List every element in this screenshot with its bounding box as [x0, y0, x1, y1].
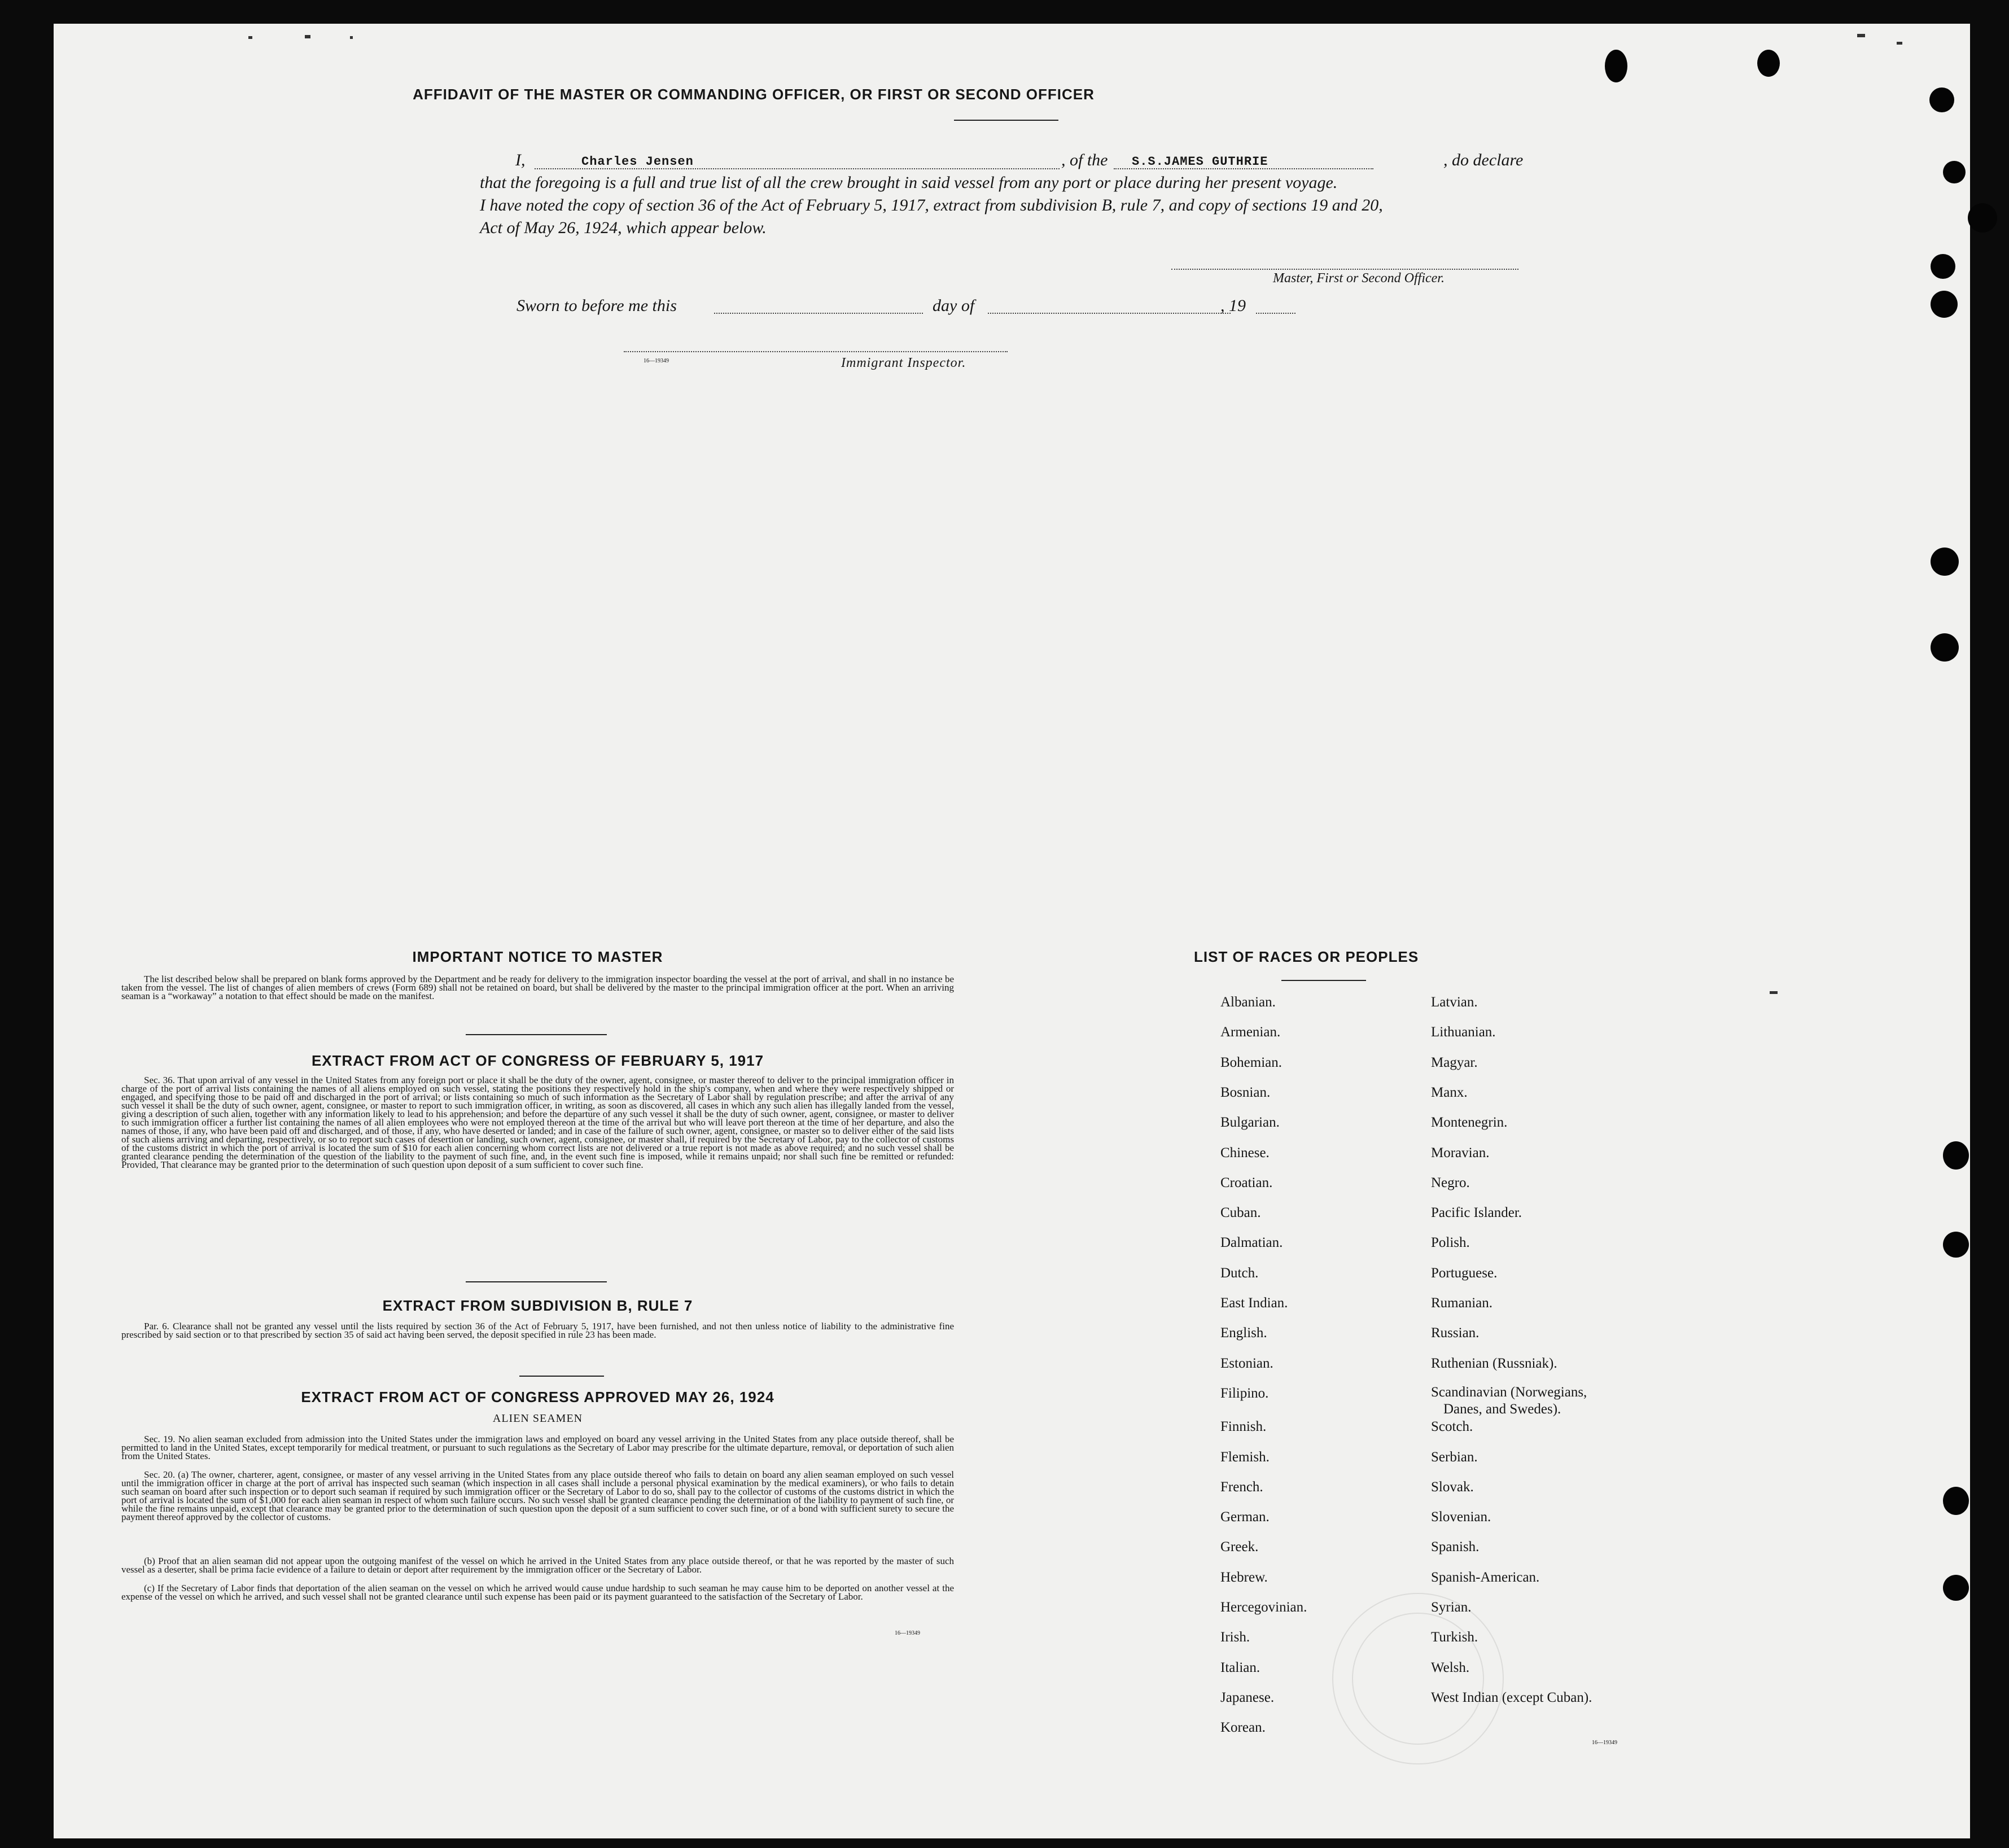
race-item: German. — [1220, 1509, 1270, 1525]
race-item: Hercegovinian. — [1220, 1600, 1307, 1615]
affidavit-form-number: 16—19349 — [644, 358, 669, 364]
speck — [305, 35, 310, 38]
master-signature-line — [1171, 269, 1518, 270]
speck — [1897, 42, 1902, 45]
race-item: Magyar. — [1431, 1054, 1478, 1070]
race-item: Cuban. — [1220, 1205, 1261, 1221]
binder-hole — [1943, 1141, 1969, 1170]
affidavit-line-2: that the foregoing is a full and true list of all the crew brought in said vessel from any port or place during her present voyage. — [480, 173, 1338, 192]
year-label: , 19 — [1220, 296, 1246, 315]
do-declare-label: , do declare — [1443, 151, 1524, 169]
sworn-label: Sworn to before me this — [517, 296, 677, 315]
speck — [350, 36, 353, 39]
binder-hole — [1929, 87, 1954, 112]
race-item: English. — [1220, 1325, 1267, 1341]
race-item: Hebrew. — [1220, 1569, 1268, 1585]
binder-hole — [1931, 633, 1959, 662]
vessel-name: S.S.JAMES GUTHRIE — [1132, 155, 1268, 169]
race-item: Scotch. — [1431, 1419, 1473, 1435]
binder-hole — [1943, 1487, 1969, 1515]
inspector-label: Immigrant Inspector. — [841, 356, 966, 370]
binder-hole — [1931, 254, 1955, 279]
extract-1917-rule — [466, 1281, 607, 1282]
race-item: Albanian. — [1220, 995, 1276, 1010]
master-name: Charles Jensen — [581, 155, 694, 169]
notice-rule — [466, 1034, 607, 1035]
race-item: Portuguese. — [1431, 1265, 1498, 1281]
race-item: Lithuanian. — [1431, 1024, 1496, 1040]
race-item: Danes, and Swedes). — [1443, 1401, 1561, 1417]
year-line — [1256, 313, 1295, 314]
binder-hole — [1757, 50, 1780, 77]
day-of-label: day of — [933, 296, 975, 315]
race-item: French. — [1220, 1479, 1263, 1495]
race-item: Serbian. — [1431, 1449, 1478, 1465]
race-item: Korean. — [1220, 1720, 1266, 1736]
race-item: Spanish-American. — [1431, 1569, 1540, 1585]
race-item: Montenegrin. — [1431, 1115, 1508, 1131]
race-item: Spanish. — [1431, 1539, 1480, 1555]
race-item: Polish. — [1431, 1235, 1470, 1251]
binder-hole — [1943, 1232, 1969, 1258]
master-signature-label: Master, First or Second Officer. — [1273, 271, 1445, 286]
race-item: Slovenian. — [1431, 1509, 1491, 1525]
extract-1917-body: Sec. 36. That upon arrival of any vessel in the United States from any foreign port or place it shall be the duty of the owner, agent, consignee, or master thereof to deliver to the principal immigration officer in charge of the port of arrival lists containing the names of all aliens employed on such vessel, stating the positions they respectively hold in the ship's company, when and where they were respectively shipped or engaged, and specifying those to be paid off and discharged in the port of arrival; or lists containing so much of such information as the Secretary of Labor shall by regulation prescribe; and after the arrival of any such vessel it shall be the duty of such owner, agent, consignee, or master to report to such immigration officer, in writing, as soon as discovered, all cases in which any such alien has illegally landed from the vessel, giving a description of such alien, together with any information likely to lead to his apprehension; and before the departure of any such vessel it shall be the duty of such owner, agent, consignee, or master to deliver to such immigration officer a further list containing the names of all alien employees who were not employed thereon at the time of the arrival but who will leave port thereon at the time of her departure, and also the names of those, if any, who have been paid off and discharged, and of those, if any, who have deserted or landed; and in case of the failure of such owner, agent, consignee, or master so to deliver either of the said lists of such aliens arriving and departing, respectively, or so to report such cases of desertion or landing, such owner, agent, consignee, or master shall, if required by the Secretary of Labor, pay to the collector of customs of the customs district in which the port of arrival is located the sum of $10 for each alien concerning whom correct lists are not delivered or a true report is not made as above required; and no such vessel shall be granted clearance pending the determination of the question of the liability to the payment of such fine, and, in the event such fine is imposed, while it remains unpaid; nor shall such fine be remitted or refunded: Provided, That clearance may be granted prior to the determination of such question upon deposit of a sum sufficient to cover such fine. — [121, 1075, 954, 1170]
i-label: I, — [515, 151, 526, 169]
race-item: Syrian. — [1431, 1600, 1472, 1615]
sec-20b-text: (b) Proof that an alien seaman did not appear upon the outgoing manifest of the vessel on which he arrived in the United States from any place outside thereof, or that he was reported by the master of such vessel as a deserter, shall be prima facie evidence of a failure to detain or deport after requirement by the immigration officer or the Secretary of Labor. — [121, 1556, 954, 1575]
race-item: Finnish. — [1220, 1419, 1267, 1435]
form-sheet — [54, 24, 1970, 1838]
inspector-signature-line — [624, 351, 1008, 352]
sec-20a-text: Sec. 20. (a) The owner, charterer, agent, consignee, or master of any vessel arriving in the United States from any place outside thereof who fails to detain on board any alien seaman employed on such vessel until the immigration officer in charge at the port of arrival has inspected such seaman (which inspection in all cases shall include a personal physical examination by the medical examiners), or who fails to detain such seaman on board after such inspection or to deport such seaman if required by such immigration officer or the Secretary of Labor to do so, shall pay to the collector of customs of the customs district in which the port of arrival is located the sum of $1,000 for each alien seaman in respect of whom such failure occurs. No such vessel shall be granted clearance pending the determination of the liability to payment of such fine, or while the fine remains unpaid, except that clearance may be granted prior to the determination of such question upon the deposit of a sum sufficient to cover such fine, or of a bond with sufficient surety to secure the payment thereof approved by the collector of customs. — [121, 1469, 954, 1522]
extract-1924-subtitle: ALIEN SEAMEN — [492, 1412, 583, 1425]
race-item: Armenian. — [1220, 1024, 1281, 1040]
notice-body: The list described below shall be prepared on blank forms approved by the Department and be ready for delivery to the immigration inspector boarding the vessel at the port of arrival, and shall in no instance be taken from the vessel. The list of changes of alien members of crews (Form 689) shall not be retained on board, but shall be delivered by the master to the principal immigration officer at the port. When an arriving seaman is a “workaway” a notation to that effect should be made on the manifest. — [121, 974, 954, 1001]
binder-hole — [1931, 548, 1959, 576]
races-title: LIST OF RACES OR PEOPLES — [1194, 948, 1419, 965]
extract-rule7-body: Par. 6. Clearance shall not be granted any vessel until the lists required by section 36 of the Act of February 5, 1917, have been furnished, and not then unless notice of liability to the administrative fine prescribed by said section or to that prescribed by section 35 of said act having been served, the deposit specified in rule 23 has been made. — [121, 1321, 954, 1340]
speck — [248, 36, 252, 39]
race-item: Greek. — [1220, 1539, 1259, 1555]
race-item: Scandinavian (Norwegians, — [1431, 1384, 1587, 1400]
races-rule — [1281, 980, 1366, 981]
sworn-day-line — [714, 313, 923, 314]
race-item: Flemish. — [1220, 1449, 1270, 1465]
notice-title: IMPORTANT NOTICE TO MASTER — [412, 948, 663, 965]
extract-rule7-rule — [519, 1376, 604, 1377]
race-item: Welsh. — [1431, 1659, 1470, 1675]
sec-19-text: Sec. 19. No alien seaman excluded from admission into the United States under the immigration laws and employed on board any vessel arriving in the United States from any place outside thereof, shall be permitted to land in the United States, except temporarily for medical treatment, or pursuant to such regulations as the Secretary of Labor may prescribe for the ultimate departure, removal, or deportation of such alien from the United States. — [121, 1434, 954, 1461]
race-item: Dutch. — [1220, 1265, 1259, 1281]
race-item: Dalmatian. — [1220, 1235, 1283, 1251]
extract-1924-title: EXTRACT FROM ACT OF CONGRESS APPROVED MAY 26, 1924 — [301, 1389, 774, 1405]
race-item: Bohemian. — [1220, 1054, 1283, 1070]
race-item: Ruthenian (Russniak). — [1431, 1355, 1557, 1371]
race-item: Rumanian. — [1431, 1295, 1493, 1311]
race-item: Estonian. — [1220, 1355, 1273, 1371]
affidavit-line-4: Act of May 26, 1924, which appear below. — [480, 218, 767, 237]
sworn-month-line — [988, 313, 1231, 314]
race-item: Bosnian. — [1220, 1084, 1271, 1100]
race-item: Irish. — [1220, 1630, 1250, 1645]
binder-hole — [1943, 161, 1966, 183]
extract-1924-form-number: 16—19349 — [895, 1630, 920, 1636]
of-the-label: , of the — [1061, 151, 1108, 169]
race-item: Moravian. — [1431, 1145, 1490, 1161]
race-item: Italian. — [1220, 1659, 1260, 1675]
race-item: Turkish. — [1431, 1630, 1478, 1645]
extract-1917-title: EXTRACT FROM ACT OF CONGRESS OF FEBRUARY 5, 1917 — [311, 1052, 764, 1069]
race-item: Latvian. — [1431, 995, 1478, 1010]
sec-20c-text: (c) If the Secretary of Labor finds that deportation of the alien seaman on the vessel on which he arrived would cause undue hardship to such seaman he may cause him to be deported on another vessel at the expense of the vessel on which he arrived, and such vessel shall not be granted clearance until such expense has been paid or its payment guaranteed to the satisfaction of the Secretary of Labor. — [121, 1583, 954, 1602]
race-item: West Indian (except Cuban). — [1431, 1689, 1592, 1705]
race-item: Russian. — [1431, 1325, 1480, 1341]
binder-hole — [1968, 203, 1997, 233]
extract-rule7-title: EXTRACT FROM SUBDIVISION B, RULE 7 — [382, 1297, 693, 1314]
binder-hole — [1605, 50, 1627, 82]
race-item: Chinese. — [1220, 1145, 1270, 1161]
race-item: Bulgarian. — [1220, 1115, 1280, 1131]
races-form-number: 16—19349 — [1592, 1740, 1617, 1746]
race-item: Manx. — [1431, 1084, 1468, 1100]
race-item: East Indian. — [1220, 1295, 1288, 1311]
race-item: Japanese. — [1220, 1689, 1275, 1705]
speck — [1770, 991, 1778, 994]
speck — [1857, 34, 1865, 37]
race-item: Croatian. — [1220, 1175, 1273, 1190]
race-item: Slovak. — [1431, 1479, 1474, 1495]
race-item: Filipino. — [1220, 1385, 1269, 1401]
race-item: Pacific Islander. — [1431, 1205, 1522, 1221]
affidavit-title: AFFIDAVIT OF THE MASTER OR COMMANDING OFFICER, OR FIRST OR SECOND OFFICER — [413, 86, 1095, 103]
binder-hole — [1931, 291, 1958, 318]
affidavit-line-3: I have noted the copy of section 36 of the Act of February 5, 1917, extract from subdivision B, rule 7, and copy of sections 19 and 20, — [480, 196, 1383, 214]
title-rule — [954, 120, 1058, 121]
race-item: Negro. — [1431, 1175, 1470, 1190]
binder-hole — [1943, 1575, 1969, 1601]
